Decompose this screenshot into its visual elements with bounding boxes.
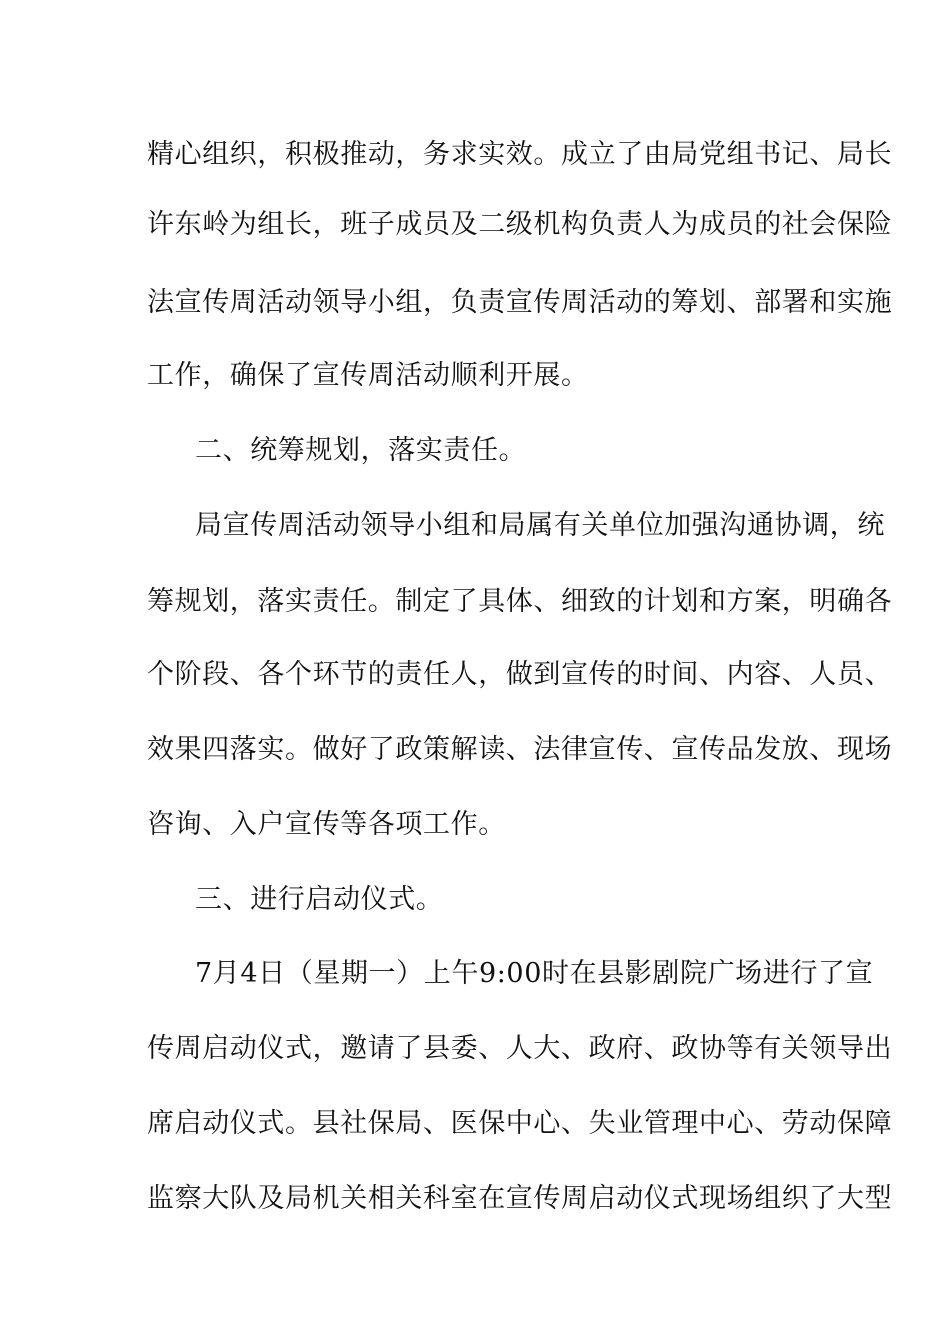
paragraph-line: 7月4日（星期一）上午9:00时在县影剧院广场进行了宣: [195, 958, 874, 989]
paragraph-line: 传周启动仪式，邀请了县委、人大、政府、政协等有关领导出: [147, 1033, 893, 1064]
paragraph-line: 精心组织，积极推动，务求实效。成立了由局党组书记、局长: [147, 139, 893, 170]
paragraph-line: 咨询、入户宣传等各项工作。: [147, 809, 506, 840]
section-heading: 三、进行启动仪式。: [195, 884, 444, 915]
paragraph-line: 个阶段、各个环节的责任人，做到宣传的时间、内容、人员、: [147, 659, 893, 690]
paragraph-line: 效果四落实。做好了政策解读、法律宣传、宣传品发放、现场: [147, 734, 893, 765]
paragraph-line: 法宣传周活动领导小组，负责宣传周活动的筹划、部署和实施: [147, 287, 893, 318]
paragraph-line: 局宣传周活动领导小组和局属有关单位加强沟通协调，统: [195, 510, 885, 541]
paragraph-line: 筹规划，落实责任。制定了具体、细致的计划和方案，明确各: [147, 586, 893, 617]
paragraph-line: 工作，确保了宣传周活动顺利开展。: [147, 360, 589, 391]
paragraph-line: 许东岭为组长，班子成员及二级机构负责人为成员的社会保险: [147, 209, 893, 240]
paragraph-line: 席启动仪式。县社保局、医保中心、失业管理中心、劳动保障: [147, 1108, 893, 1139]
paragraph-line: 监察大队及局机关相关科室在宣传周启动仪式现场组织了大型: [147, 1183, 893, 1214]
section-heading: 二、统筹规划，落实责任。: [195, 435, 527, 466]
